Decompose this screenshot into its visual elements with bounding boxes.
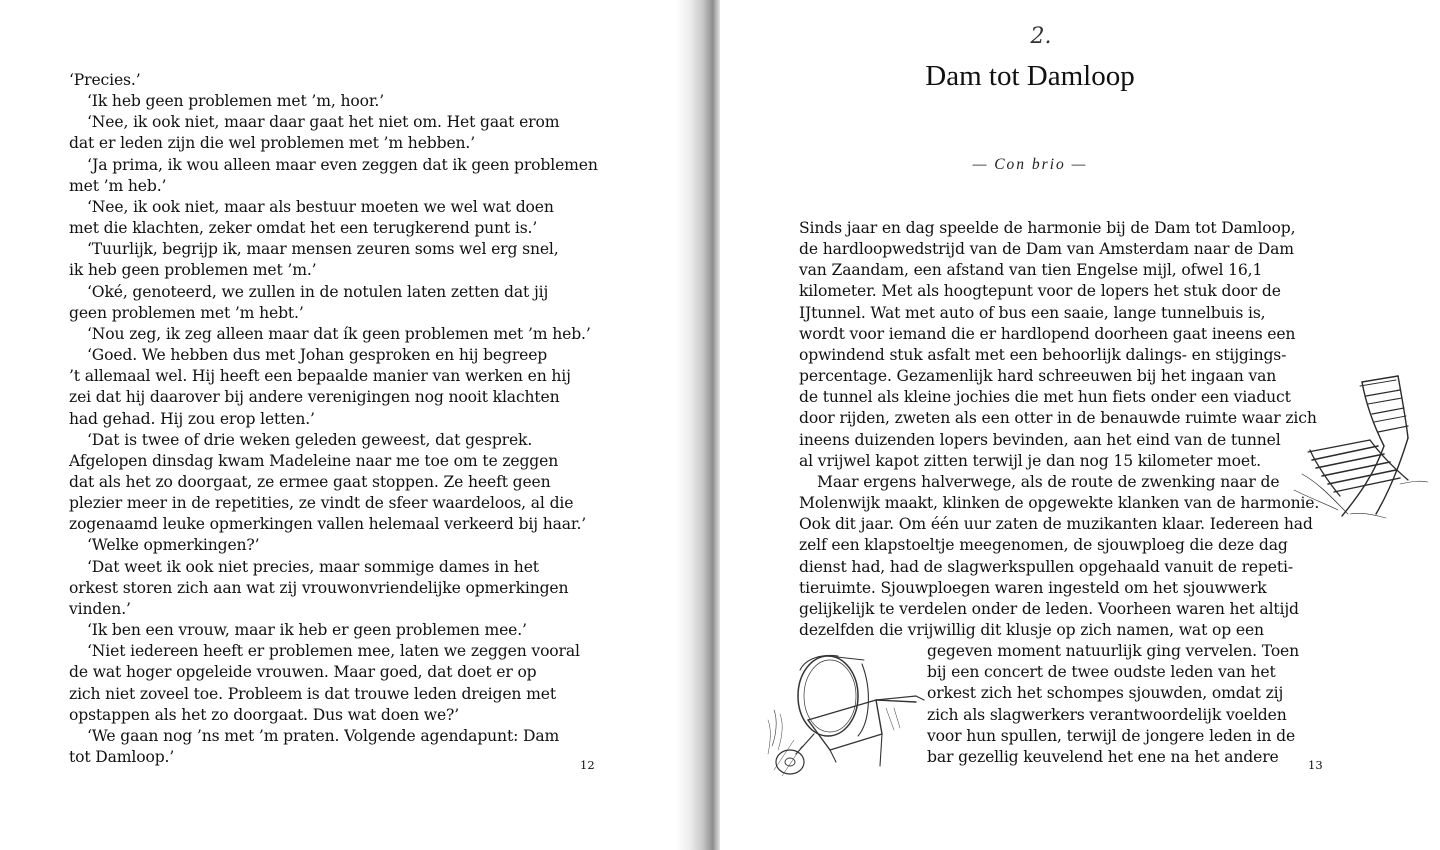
text-line: dienst had, had de slagwerkspullen opgehaald vanuit de repeti- (799, 557, 1293, 576)
text-line: zei dat hij daarover bij andere verenigingen nog nooit klachten (69, 388, 560, 407)
text-line: zelf een klapstoeltje meegenomen, de sjouwploeg die deze dag (799, 536, 1288, 555)
text-line: ‘Ik heb geen problemen met ’m, hoor.’ (87, 92, 385, 111)
text-line: kilometer. Met als hoogtepunt voor de lopers het stuk door de (799, 282, 1281, 301)
text-line: tieruimte. Sjouwploegen waren ingesteld om het sjouwwerk (799, 578, 1267, 597)
text-line: IJtunnel. Wat met auto of bus een saaie, lange tunnelbuis is, (799, 303, 1266, 322)
text-line: ‘We gaan nog ’ns met ’m praten. Volgende agendapunt: Dam (87, 726, 560, 745)
text-line: de hardloopwedstrijd van de Dam van Amsterdam naar de Dam (799, 240, 1294, 259)
text-line: Afgelopen dinsdag kwam Madeleine naar me toe om te zeggen (69, 451, 559, 470)
text-line: zich als slagwerkers verantwoordelijk voelden (927, 705, 1287, 724)
text-line: dat als het zo doorgaat, ze ermee gaat stoppen. Ze heeft geen (69, 472, 551, 491)
text-line: zogenaamd leuke opmerkingen vallen helemaal verkeerd bij haar.’ (69, 515, 587, 534)
text-line: ‘Precies.’ (69, 71, 141, 89)
text-line: voor hun spullen, terwijl de jongere leden in de (927, 726, 1296, 745)
text-line: vinden.’ (69, 599, 131, 618)
text-line: ineens duizenden lopers bevinden, aan het eind van de tunnel (799, 430, 1281, 449)
page-number: 12 (580, 758, 595, 772)
text-line: opwindend stuk asfalt met een behoorlijk dalings- en stijgings- (799, 345, 1287, 364)
text-line: met die klachten, zeker omdat het een terugkerend punt is.’ (69, 219, 538, 238)
text-line: ik heb geen problemen met ’m.’ (69, 261, 317, 280)
text-line: gelijkelijk te verdelen onder de leden. Voorheen waren het altijd (799, 599, 1299, 618)
tempo-marking: — Con brio — (972, 156, 1088, 173)
text-line: zich niet zoveel toe. Probleem is dat trouwe leden dreigen met (69, 684, 556, 703)
text-line: ‘Ja prima, ik wou alleen maar even zeggen dat ik geen problemen (87, 155, 598, 174)
text-line: geen problemen met ’m hebt.’ (69, 303, 304, 322)
text-line: Sinds jaar en dag speelde de harmonie bij de Dam tot Damloop, (799, 219, 1296, 237)
text-line: ‘Welke opmerkingen?’ (87, 536, 260, 555)
text-line: Ook dit jaar. Om één uur zaten de muzikanten klaar. Iedereen had (799, 515, 1313, 534)
text-line: ’t allemaal wel. Hij heeft een bepaalde manier van werken en hij (69, 367, 571, 386)
text-line: dat er leden zijn die wel problemen met ’m hebben.’ (69, 134, 476, 153)
text-line: Maar ergens halverwege, als de route de zwenking naar de (817, 472, 1280, 491)
text-line: wordt voor iemand die er hardlopend doorheen gaat ineens een (799, 324, 1296, 343)
text-line: ‘Niet iedereen heeft er problemen mee, laten we zeggen vooral (87, 642, 580, 661)
text-line: met ’m heb.’ (69, 176, 167, 195)
text-line: ‘Tuurlijk, begrijp ik, maar mensen zeuren soms wel erg snel, (87, 240, 559, 259)
text-line: opstappen als het zo doorgaat. Dus wat doen we?’ (69, 705, 460, 724)
text-line: door rijden, zweten als een otter in de benauwde ruimte waar zich (799, 409, 1317, 428)
left-page (0, 0, 680, 850)
text-line: gegeven moment natuurlijk ging vervelen. Toen (927, 642, 1300, 661)
chapter-title: Dam tot Damloop (925, 60, 1135, 92)
text-line: orkest zich het schompes sjouwden, omdat zij (927, 684, 1284, 703)
text-line: tot Damloop.’ (69, 748, 175, 766)
text-line: ‘Nee, ik ook niet, maar als bestuur moeten we wel wat doen (87, 197, 554, 216)
text-line: ‘Nou zeg, ik zeg alleen maar dat ík geen problemen met ’m heb.’ (87, 324, 591, 343)
text-line: de tunnel als kleine jochies die met hun fiets onder een viaduct (799, 388, 1291, 407)
folding-chair-sketch-icon (1290, 364, 1440, 524)
text-line: de wat hoger opgeleide vrouwen. Maar goed, dat doet er op (69, 663, 537, 682)
wheelbarrow-drum-sketch-icon (766, 650, 926, 780)
text-line: percentage. Gezamenlijk hard schreeuwen bij het ingaan van (799, 367, 1277, 386)
text-line: ‘Dat weet ik ook niet precies, maar sommige dames in het (87, 557, 539, 576)
page-number: 13 (1308, 758, 1323, 772)
text-line: al vrijwel kapot zitten terwijl je dan nog 15 kilometer moet. (799, 451, 1261, 470)
text-line: ‘Goed. We hebben dus met Johan gesproken en hij begreep (87, 346, 548, 365)
text-line: ‘Nee, ik ook niet, maar daar gaat het niet om. Het gaat erom (87, 113, 560, 132)
book-gutter (676, 0, 722, 850)
text-line: had gehad. Hij zou erop letten.’ (69, 409, 315, 428)
text-line: ‘Oké, genoteerd, we zullen in de notulen laten zetten dat jij (87, 282, 549, 301)
text-line: bar gezellig keuvelend het ene na het andere (927, 747, 1279, 766)
text-line: van Zaandam, een afstand van tien Engelse mijl, ofwel 16,1 (799, 261, 1263, 280)
text-line: ‘Ik ben een vrouw, maar ik heb er geen problemen mee.’ (87, 621, 527, 640)
text-line: dezelfden die vrijwillig dit klusje op zich namen, wat op een (799, 620, 1264, 639)
text-line: plezier meer in de repetities, ze vindt de sfeer waardeloos, al die (69, 494, 574, 513)
text-line: ‘Dat is twee of drie weken geleden geweest, dat gesprek. (87, 430, 533, 449)
chapter-number: 2. (1030, 24, 1052, 49)
text-line: Molenwijk maakt, klinken de opgewekte klanken van de harmonie. (799, 494, 1320, 513)
left-page-text (69, 70, 598, 768)
text-line: orkest storen zich aan wat zij vrouwonvriendelijke opmerkingen (69, 578, 569, 597)
text-line: bij een concert de twee oudste leden van het (927, 663, 1276, 682)
